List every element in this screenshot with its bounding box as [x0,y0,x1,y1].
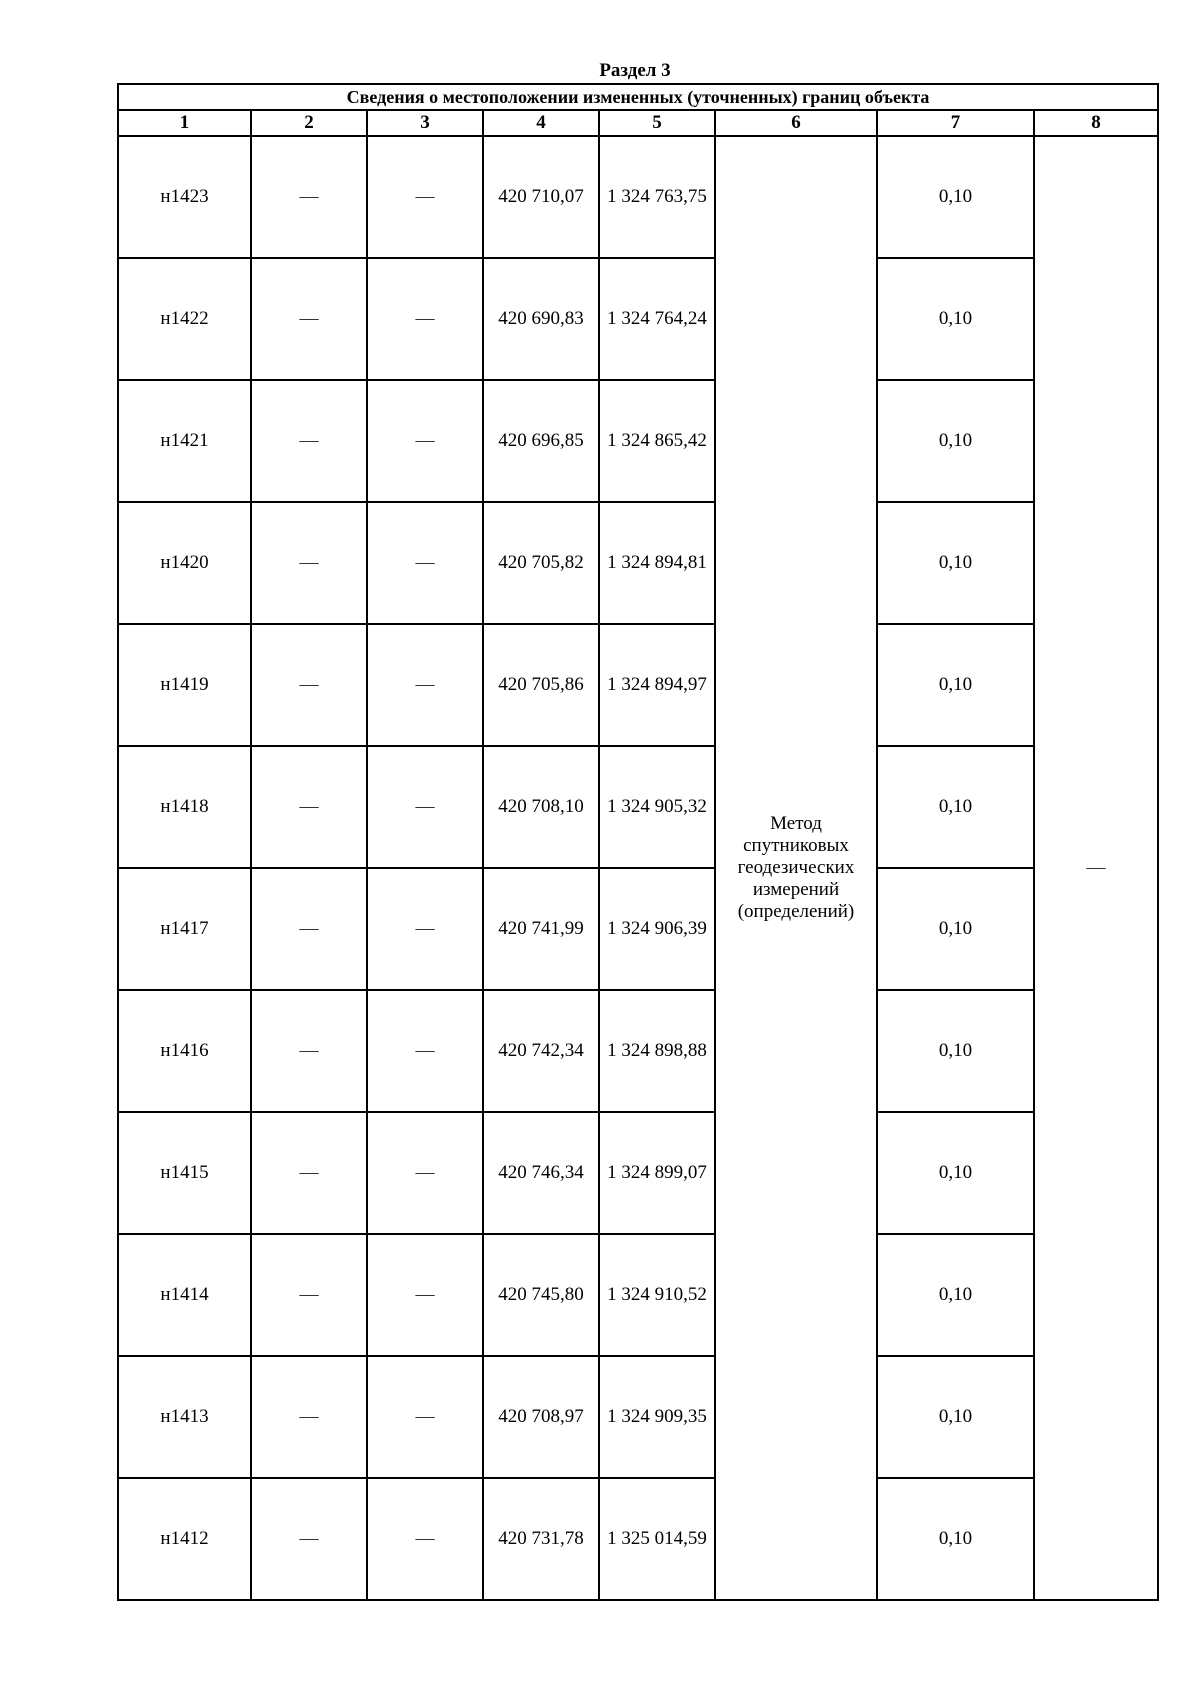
x-coordinate-cell: 420 708,97 [483,1356,599,1478]
point-number-cell: н1414 [118,1234,251,1356]
table-caption-row [118,84,1158,110]
y-coordinate-cell: 1 324 894,81 [599,502,715,624]
point-number-cell: н1416 [118,990,251,1112]
table-row [118,380,1158,502]
point-number-cell: н1418 [118,746,251,868]
point-number-cell: н1421 [118,380,251,502]
column-2-cell: — [251,136,367,258]
table-row [118,258,1158,380]
accuracy-cell: 0,10 [877,746,1034,868]
y-coordinate-cell: 1 324 898,88 [599,990,715,1112]
column-2-cell: — [251,380,367,502]
x-coordinate-cell: 420 741,99 [483,868,599,990]
column-header-3: 3 [367,110,483,136]
column-3-cell: — [367,1356,483,1478]
column-3-cell: — [367,990,483,1112]
table-row [118,624,1158,746]
accuracy-cell: 0,10 [877,136,1034,258]
y-coordinate-cell: 1 324 909,35 [599,1356,715,1478]
column-2-cell: — [251,746,367,868]
column-number-row [118,110,1158,136]
point-number-cell: н1415 [118,1112,251,1234]
column-3-cell: — [367,624,483,746]
column-2-cell: — [251,1478,367,1600]
accuracy-cell: 0,10 [877,990,1034,1112]
table-row [118,1234,1158,1356]
accuracy-cell: 0,10 [877,1478,1034,1600]
y-coordinate-cell: 1 324 910,52 [599,1234,715,1356]
accuracy-cell: 0,10 [877,258,1034,380]
table-row [118,136,1158,258]
column-2-cell: — [251,868,367,990]
column-3-cell: — [367,1478,483,1600]
method-text-line: Метод [770,813,822,834]
column-header-2: 2 [251,110,367,136]
table-row [118,1356,1158,1478]
accuracy-cell: 0,10 [877,868,1034,990]
method-text-line: геодезических [737,857,855,878]
x-coordinate-cell: 420 746,34 [483,1112,599,1234]
y-coordinate-cell: 1 324 894,97 [599,624,715,746]
method-cell [715,136,877,1600]
x-coordinate-cell: 420 710,07 [483,136,599,258]
accuracy-cell: 0,10 [877,380,1034,502]
y-coordinate-cell: 1 324 763,75 [599,136,715,258]
point-number-cell: н1419 [118,624,251,746]
column-2-cell: — [251,1112,367,1234]
y-coordinate-cell: 1 325 014,59 [599,1478,715,1600]
x-coordinate-cell: 420 742,34 [483,990,599,1112]
section-title: Раздел 3 [599,60,671,81]
accuracy-cell: 0,10 [877,1356,1034,1478]
point-number-cell: н1417 [118,868,251,990]
accuracy-cell: 0,10 [877,1112,1034,1234]
column-3-cell: — [367,868,483,990]
column-2-cell: — [251,1234,367,1356]
column-3-cell: — [367,746,483,868]
table-row [118,990,1158,1112]
column-3-cell: — [367,258,483,380]
column-2-cell: — [251,990,367,1112]
y-coordinate-cell: 1 324 899,07 [599,1112,715,1234]
column-2-cell: — [251,624,367,746]
column-header-7: 7 [877,110,1034,136]
column-3-cell: — [367,1234,483,1356]
column-header-5: 5 [599,110,715,136]
column-2-cell: — [251,258,367,380]
point-number-cell: н1420 [118,502,251,624]
column-header-6: 6 [715,110,877,136]
boundary-coordinates-table [117,83,1159,1601]
point-number-cell: н1422 [118,258,251,380]
column-8-cell: — [1034,136,1158,1600]
column-header-4: 4 [483,110,599,136]
y-coordinate-cell: 1 324 906,39 [599,868,715,990]
x-coordinate-cell: 420 745,80 [483,1234,599,1356]
method-text-line: измерений [752,879,840,900]
x-coordinate-cell: 420 705,82 [483,502,599,624]
accuracy-cell: 0,10 [877,502,1034,624]
column-header-1: 1 [118,110,251,136]
y-coordinate-cell: 1 324 905,32 [599,746,715,868]
y-coordinate-cell: 1 324 865,42 [599,380,715,502]
column-3-cell: — [367,502,483,624]
table-row [118,502,1158,624]
table-row [118,1112,1158,1234]
point-number-cell: н1423 [118,136,251,258]
accuracy-cell: 0,10 [877,1234,1034,1356]
column-header-8: 8 [1034,110,1158,136]
table-row [118,1478,1158,1600]
y-coordinate-cell: 1 324 764,24 [599,258,715,380]
x-coordinate-cell: 420 690,83 [483,258,599,380]
table-row [118,746,1158,868]
x-coordinate-cell: 420 708,10 [483,746,599,868]
method-text-line: спутниковых [743,835,849,856]
column-3-cell: — [367,136,483,258]
x-coordinate-cell: 420 705,86 [483,624,599,746]
point-number-cell: н1413 [118,1356,251,1478]
x-coordinate-cell: 420 731,78 [483,1478,599,1600]
accuracy-cell: 0,10 [877,624,1034,746]
column-2-cell: — [251,1356,367,1478]
x-coordinate-cell: 420 696,85 [483,380,599,502]
point-number-cell: н1412 [118,1478,251,1600]
table-row [118,868,1158,990]
column-2-cell: — [251,502,367,624]
column-3-cell: — [367,380,483,502]
table-caption: Сведения о местоположении измененных (уточненных) границ объекта [118,84,1158,110]
column-3-cell: — [367,1112,483,1234]
method-text-line: (определений) [737,901,855,922]
